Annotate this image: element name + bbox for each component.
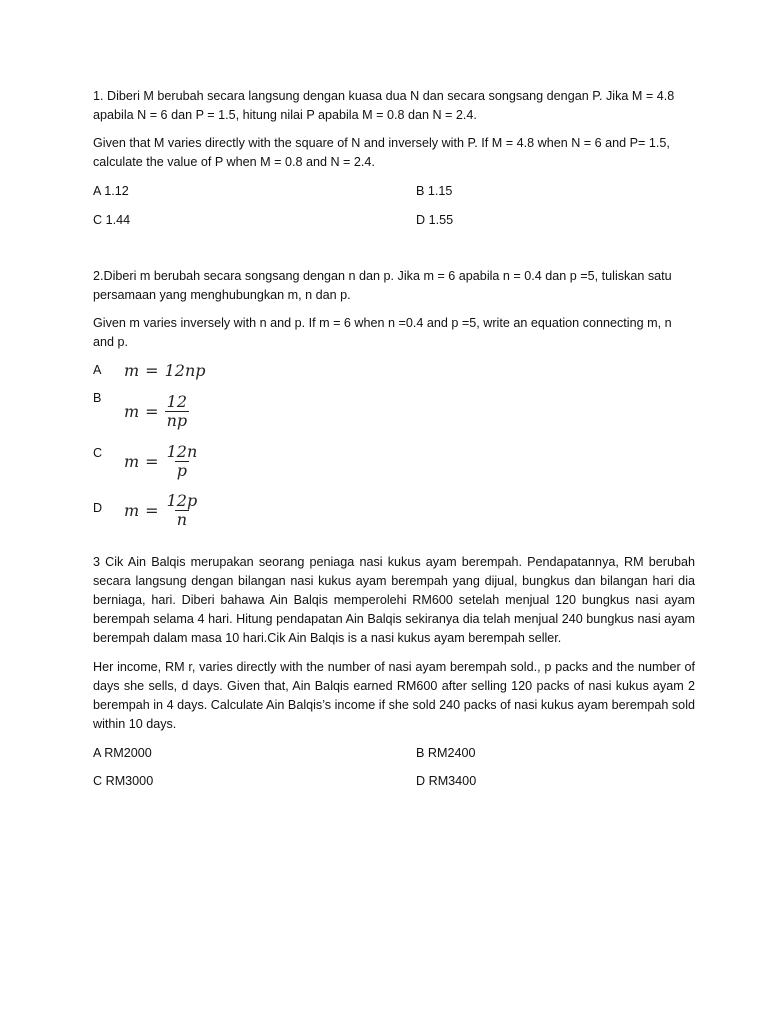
q2-option-b-equation: [124, 393, 189, 430]
q2-option-a-equation: [124, 361, 205, 380]
equation-lhs: m: [124, 361, 140, 380]
fraction: [165, 443, 200, 480]
q3-option-b: B RM2400: [416, 746, 476, 760]
equals-sign: =: [145, 402, 159, 421]
q1-option-b: B 1.15: [416, 184, 453, 198]
q2-option-c-letter: C: [93, 446, 103, 460]
equation-lhs: m: [124, 501, 140, 520]
q2-option-c-equation: [124, 443, 199, 480]
q2-english-text: Given m varies inversely with n and p. If m = 6 when n =0.4 and p =5, write an equation connecting m, n and p.: [93, 316, 672, 349]
equals-sign: =: [145, 501, 159, 520]
equation-lhs: m: [124, 452, 140, 471]
q2-malay-text: 2.Diberi m berubah secara songsang dengan n dan p. Jika m = 6 apabila n = 0.4 dan p =5, tuliskan satu persamaan yang menghubungkan m, n dan p.: [93, 269, 672, 302]
q3-option-a: A RM2000: [93, 746, 152, 760]
q3-english-text: Her income, RM r, varies directly with the number of nasi ayam berempah sold., p packs and the number of days she sells, d days. Given that, Ain Balqis earned RM600 after selling 120 packs of nasi kukus ayam 2 berempah in 4 days. Calculate Ain Balqis’s income if she sold 240 packs of nasi kukus ayam berempah sold within 10 days.: [93, 660, 695, 731]
q1-malay-text: 1. Diberi M berubah secara langsung dengan kuasa dua N dan secara songsang dengan P. Jika M = 4.8 apabila N = 6 dan P = 1.5, hitung nilai P apabila M = 0.8 dan N = 2.4.: [93, 89, 675, 122]
q2-option-a-letter: A: [93, 363, 102, 377]
q3-option-d: D RM3400: [416, 774, 477, 788]
q3-option-c: C RM3000: [93, 774, 154, 788]
equation-lhs: m: [124, 402, 140, 421]
equals-sign: =: [145, 452, 159, 471]
fraction-denominator: p: [176, 461, 188, 480]
q2-option-d-letter: D: [93, 501, 103, 515]
fraction-numerator: 12: [166, 392, 188, 411]
fraction: [165, 492, 200, 529]
q1-option-d: D 1.55: [416, 213, 454, 227]
equals-sign: =: [145, 361, 159, 380]
q2-option-d-equation: [124, 492, 199, 529]
fraction-denominator: np: [166, 411, 188, 430]
fraction: [165, 393, 190, 430]
q1-option-c: C 1.44: [93, 213, 131, 227]
q1-english-text: Given that M varies directly with the square of N and inversely with P. If M = 4.8 when N = 6 and P= 1.5, calculate the value of P when M = 0.8 and N = 2.4.: [93, 136, 670, 169]
fraction-numerator: 12n: [166, 442, 198, 461]
fraction-numerator: 12p: [166, 491, 198, 510]
q1-option-a: A 1.12: [93, 184, 129, 198]
q2-option-b-letter: B: [93, 391, 102, 405]
q3-malay-text: 3 Cik Ain Balqis merupakan seorang peniaga nasi kukus ayam berempah. Pendapatannya, RM berubah secara langsung dengan bilangan nasi kukus ayam berempah yang dijual, bungkus dan bilangan hari dia berniaga, hari. Diberi bahawa Ain Balqis memperolehi RM600 setelah menjual 120 bungkus nasi ayam berempah selama 4 hari. Hitung pendapatan Ain Balqis sekiranya dia telah menjual 240 bungkus nasi ayam berempah dalam masa 10 hari.Cik Ain Balqis is a nasi kukus ayam berempah seller.: [93, 555, 695, 645]
fraction-denominator: n: [176, 510, 188, 529]
equation-expression: 12np: [164, 361, 206, 380]
